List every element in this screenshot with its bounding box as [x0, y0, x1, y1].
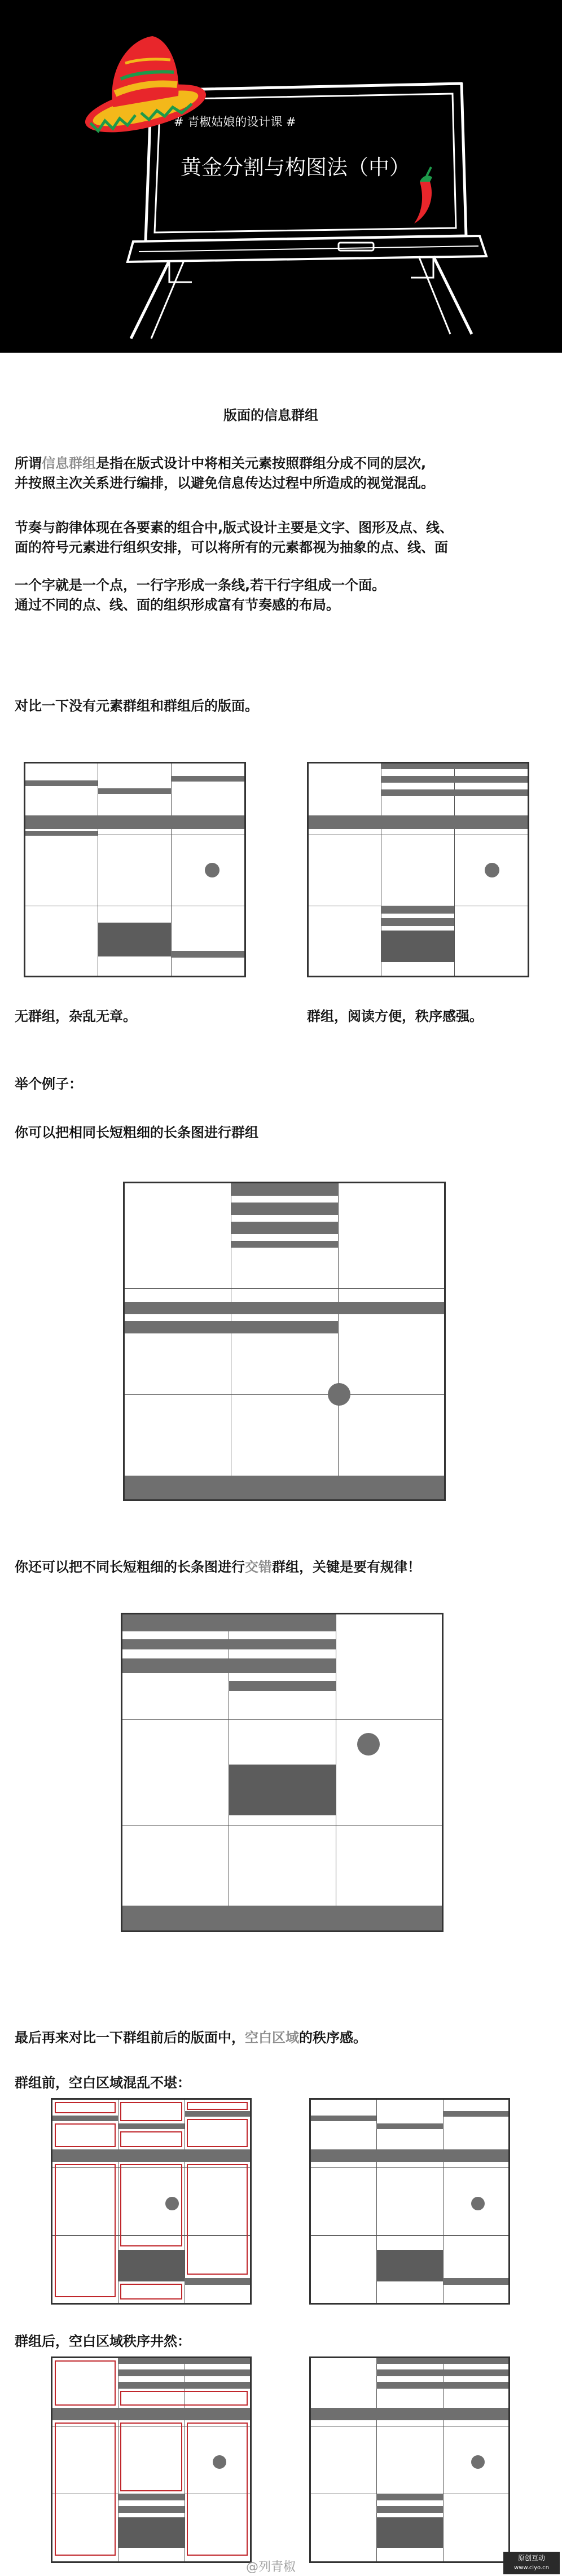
intro-paragraph-3: 一个字就是一个点，一行字形成一条线,若干行字组成一个面。: [15, 577, 386, 593]
hero-title: 黄金分割与构图法（中）: [181, 155, 410, 179]
ungrouped-layout-diagram: [24, 762, 246, 977]
ungrouped-caption: 无群组，杂乱无章。: [15, 1008, 137, 1024]
final-heading: 最后再来对比一下群组前后的版面中，空白区域的秩序感。: [15, 2030, 367, 2046]
before-grouping-label: 群组前，空白区域混乱不堪：: [15, 2075, 191, 2091]
compare-heading: 对比一下没有元素群组和群组后的版面。: [15, 698, 258, 714]
site-logo: 原创互动 www.ciyo.cn: [503, 2552, 560, 2574]
hero-subtitle: # 青椒姑娘的设计课 #: [174, 115, 296, 129]
highlight-white-space: 空白区域: [245, 2030, 299, 2046]
example-heading: 举个例子：: [15, 1076, 82, 1092]
after-grouping-label: 群组后，空白区域秩序井然：: [15, 2333, 191, 2349]
example-line-1: 你可以把相同长短粗细的长条图进行群组: [15, 1125, 258, 1140]
section-title: 版面的信息群组: [223, 407, 318, 423]
intro-paragraph-1: 所谓信息群组是指在版式设计中将相关元素按照群组分成不同的层次,: [15, 455, 427, 471]
before-grouping-whitespace-diagram: [51, 2098, 252, 2305]
intro-paragraph-1-line-2: 并按照主次关系进行编排，以避免信息传达过程中所造成的视觉混乱。: [15, 475, 434, 491]
intro-paragraph-3-line-2: 通过不同的点、线、面的组织形成富有节奏感的布局。: [15, 597, 340, 613]
grouped-layout-diagram: [307, 762, 529, 977]
author-watermark: @列青椒: [246, 2560, 296, 2574]
intro-paragraph-2: 节奏与韵律体现在各要素的组合中,版式设计主要是文字、图形及点、线、: [15, 520, 454, 536]
highlight-info-group: 信息群组: [42, 455, 96, 471]
before-grouping-plain-diagram: [309, 2098, 510, 2305]
after-grouping-plain-diagram: [309, 2356, 510, 2563]
intro-paragraph-2-line-2: 面的符号元素进行组织安排，可以将所有的元素都视为抽象的点、线、面: [15, 539, 448, 555]
after-grouping-whitespace-diagram: [51, 2356, 252, 2563]
example-line-2: 你还可以把不同长短粗细的长条图进行交错群组，关键是要有规律！: [15, 1559, 421, 1575]
highlight-staggered: 交错: [245, 1559, 272, 1575]
grouped-caption: 群组，阅读方便，秩序感强。: [307, 1008, 483, 1024]
staggered-bars-grouping-diagram: [121, 1613, 444, 1932]
hero-banner: [0, 0, 562, 353]
same-bars-grouping-diagram: [123, 1182, 446, 1501]
